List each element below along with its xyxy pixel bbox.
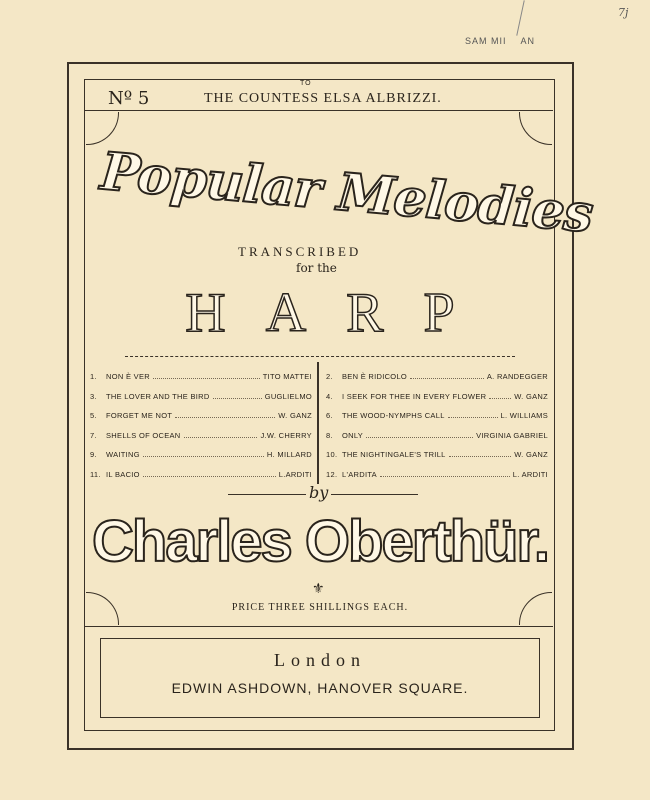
piece-composer: GUGLIELMO [264,391,312,401]
pencil-stroke [516,0,524,35]
leader-dots [175,417,275,418]
piece-composer: VIRGINIA GABRIEL [476,430,548,440]
page-mark: 7j [618,6,629,19]
piece-composer: W. GANZ [278,411,312,420]
piece-item [90,450,312,459]
piece-number: 6. [326,411,333,420]
piece-number: 9. [90,450,97,459]
library-stamp [465,36,535,46]
list-divider [317,362,319,487]
leader-dots [489,398,511,399]
piece-title: IL BACIO [106,469,140,479]
piece-item [90,411,312,420]
piece-title: NON È VER [106,372,150,381]
piece-title: L'ARDITA [342,469,377,479]
piece-composer: TITO MATTEI [262,372,312,381]
publisher-rule [85,626,553,627]
piece-item [90,392,312,401]
issue-number: Nº 5 [108,88,150,109]
piece-title: FORGET ME NOT [106,411,173,420]
leader-dots [448,417,498,418]
leader-dots [143,456,264,457]
piece-title: I SEEK FOR THEE IN EVERY FLOWER [342,391,487,401]
piece-number: 2. [326,372,333,381]
piece-item [326,470,548,479]
piece-composer: W. GANZ [514,391,548,401]
leader-dots [366,437,473,438]
piece-number: 11. [90,469,101,479]
piece-item [326,392,548,401]
piece-composer: W. GANZ [514,450,548,459]
piece-composer: L. WILLIAMS [500,411,548,420]
header-rule [85,110,553,111]
piece-item [90,372,312,381]
by-label: by [306,484,331,502]
leader-dots [184,437,258,438]
piece-item [90,470,312,479]
main-title: Popular Melodies [98,140,595,245]
piece-number: 4. [326,391,333,401]
piece-number: 8. [326,430,333,440]
piece-composer: L.ARDITI [278,469,312,479]
leader-dots [153,378,260,379]
price: PRICE THREE SHILLINGS EACH. [231,602,409,613]
piece-number: 12. [326,469,338,479]
piece-item [326,411,548,420]
leader-dots [410,378,484,379]
piece-composer: H. MILLARD [266,450,312,459]
piece-number: 10. [326,450,338,459]
piece-number: 5. [90,411,97,420]
piece-number: 3. [90,391,97,401]
piece-composer: A. RANDEGGER [486,372,548,381]
leader-dots [143,476,276,477]
leader-dots [380,476,510,477]
piece-title: THE WOOD-NYMPHS CALL [342,411,445,420]
publisher-city: London [274,650,366,670]
piece-composer: J.W. CHERRY [260,430,312,440]
dedication-to: TO [300,80,312,87]
piece-title: THE NIGHTINGALE'S TRILL [342,450,446,459]
piece-title: ONLY [342,430,364,440]
piece-number: 7. [90,430,97,440]
for-the: for the [296,261,337,275]
composer-name: Charles Oberthür. [92,509,548,574]
divider [125,356,515,357]
publisher-name: EDWIN ASHDOWN, HANOVER SQUARE. [171,680,469,696]
piece-item [326,372,548,381]
piece-item [90,431,312,440]
flourish-ornament: ⚜ [312,580,325,596]
stamp-text: SAM MII [465,36,507,46]
piece-title: SHELLS OF OCEAN [106,430,181,440]
leader-dots [449,456,512,457]
piece-title: BEN È RIDICOLO [342,372,408,381]
piece-title: WAITING [106,450,140,459]
piece-title: THE LOVER AND THE BIRD [106,391,210,401]
stamp-text-2: AN [520,36,536,46]
dedication: THE COUNTESS ELSA ALBRIZZI. [204,91,442,106]
piece-item [326,431,548,440]
piece-composer: L. ARDITI [512,469,548,479]
leader-dots [213,398,262,399]
piece-item [326,450,548,459]
piece-number: 1. [90,372,97,381]
transcribed: TRANSCRIBED [238,244,362,259]
instrument: HARP [185,282,495,344]
